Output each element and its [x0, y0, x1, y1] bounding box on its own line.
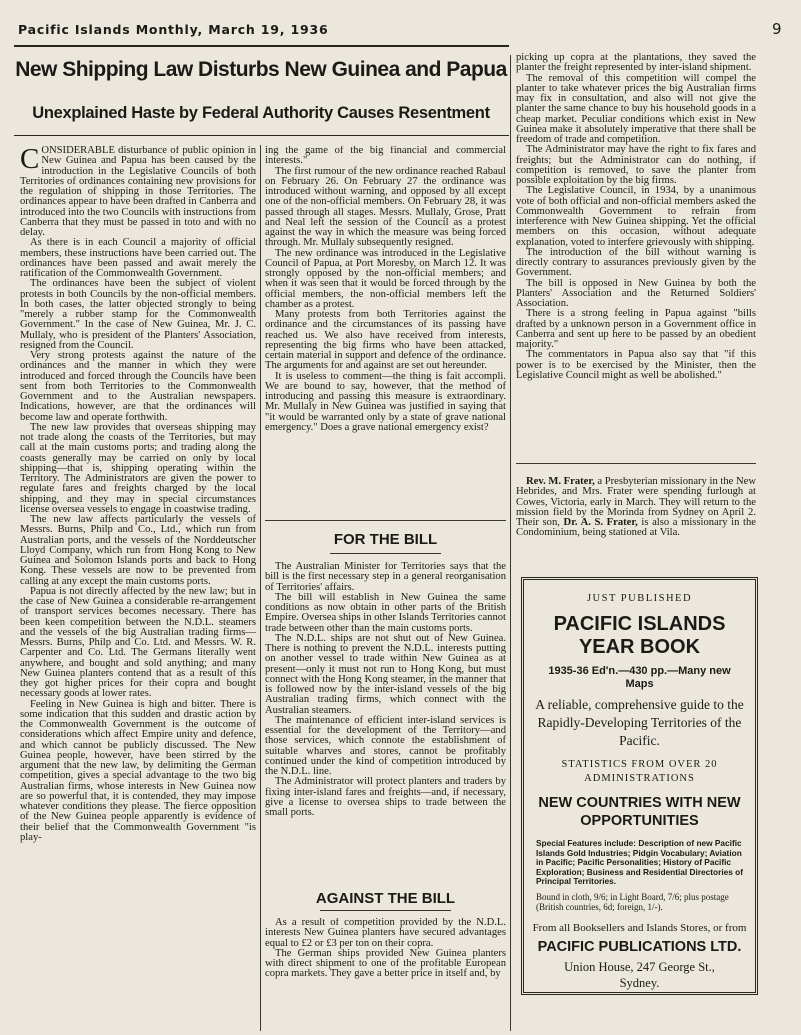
paragraph: The new ordinance was introduced in the Legislative Council of Papua, at Port Moresby, on March 12. It was strongly opposed by the non-official members; and when it was seen that it would be forced through by the official members, the non-official members left the chamber as a protest.: [265, 247, 506, 310]
paragraph: The bill will establish in New Guinea the same conditions as now obtain in other parts of the British Empire. Oversea ships in other Islands Territories cannot trade between other than the main customs ports.: [265, 591, 506, 634]
ad-new-countries: NEW COUNTRIES WITH NEW OPPORTUNITIES: [538, 795, 741, 829]
for-the-bill-section: [265, 562, 506, 885]
paragraph: Papua is not directly affected by the new law; but in the case of New Guinea a considerable re-arrangement of transport services becomes necessary. There has been keen competition between the N.D.L. steamers and the vessels of the big Australian trading firms—Messrs. Burns, Philp and Co. Ltd. and Messrs. W. R. Carpenter and Co. Ltd. The Germans literally went anywhere, and bought and sold anything; and many New Guinea planters contend that as a result of this they got higher prices for their copra and bought necessary goods at lower rates.: [20, 585, 256, 700]
article-column-1: [20, 146, 256, 1030]
ad-title-line: YEAR BOOK: [578, 636, 701, 658]
ad-tagline: A reliable, comprehensive guide to the Rapidly-Developing Territories of the Pacific.: [535, 697, 744, 748]
paragraph: ONSIDERABLE disturbance of public opinion in New Guinea and Papua has been caused by the introduction in the Legislative Councils of both Territories of ordinances containing new provisions for the regulation of shipping in those Territories. The ordinances appear to have been drafted in Canberra and introduced into the two Councils with instructions from Canberra that they must be passed in toto and with no delay.: [20, 146, 256, 238]
personal-note: [516, 477, 756, 562]
article-column-2: [265, 146, 506, 512]
ad-edition-line: Maps: [625, 678, 654, 690]
section-rule: [516, 463, 756, 464]
drop-cap: C: [20, 146, 40, 175]
note-name: Rev. M. Frater,: [526, 477, 595, 487]
ad-address-line: Union House, 247 George St.,: [564, 959, 715, 974]
yearbook-advertisement: [521, 577, 758, 995]
note-name: Dr. A. S. Frater,: [563, 517, 638, 528]
top-rule: [14, 45, 509, 47]
running-head: Pacific Islands Monthly, March 19, 1936: [18, 22, 329, 37]
paragraph: Many protests from both Territories against the ordinance and the circumstances of its passing have reached us. We also have received from interests, representing the big firms who have been attacked, certain material in support and defence of the ordinance. The arguments for and against are set out hereunder.: [265, 309, 506, 372]
paragraph: The ordinances have been the subject of violent protests in both Councils by the non-official members. In both cases, the latter objected strongly to being "merely a rubber stamp for the Commonwealth Government." In the case of New Guinea, Mr. J. C. Mullaly, who is president of the Planters' Association, resigned from the Council.: [20, 278, 256, 351]
section-rule: [265, 520, 506, 521]
paragraph: As a result of competition provided by the N.D.L. interests New Guinea planters have secured advantages equal to £2 or £3 per ton on their copra.: [265, 918, 506, 949]
ad-features: Special Features include: Description of new Pacific Islands Gold Industries; Pidgin Vocabulary; Aviation in Pacific; Pacific Personalities; History of Pacific Exploration; Business and Residential Directories of Principal Territories.: [536, 838, 744, 886]
ad-address-line: Sydney.: [619, 975, 660, 990]
note-text: a Presbyterian missionary in the New Hebrides, and Mrs. Frater were spending furlough at Cowes, Victoria, early in March. They will return to the mission field by the Morinda from Sydney on April 2. Their son,: [516, 477, 756, 528]
paragraph: The bill is opposed in New Guinea by both the Planters' Association and the Returned Soldiers' Association.: [516, 277, 756, 309]
paragraph: The introduction of the bill without warning is directly contrary to assurances previously given by the Government.: [516, 246, 756, 279]
ad-title-line: PACIFIC ISLANDS: [553, 613, 726, 635]
paragraph: The commentators in Papua also say that "if this power is to be exercised by the Minister, then the Legislative Council might as well be abolished.": [516, 349, 756, 381]
article-subheadline: Unexplained Haste by Federal Authority Causes Resentment: [32, 104, 490, 122]
paragraph: The new law affects particularly the vessels of Messrs. Burns, Philp and Co., Ltd., which run from Australian ports, and the vessels of the Norddeutscher Lloyd Company, which run from Hong Kong to New Guinea and Solomon Islands ports and back to Hong Kong. These vessels are now to be prevented from calling at any except the main customs ports.: [20, 514, 256, 587]
paragraph: The Legislative Council, in 1934, by a unanimous vote of both official and non-official members asked the Commonwealth Government to refrain from interference with New Guinea shipping. Yet the official members on this occasion, without adequate explanation, voted to interfere grievously with shipping.: [516, 185, 756, 248]
ad-just-published: JUST PUBLISHED: [586, 593, 693, 604]
paragraph: The maintenance of efficient inter-island services is essential for the development of the Territory—and those services, which connote the establishment of suitable wharves and stores, cannot be profitably continued under the kind of competition introduced by the N.D.L. line.: [265, 714, 506, 777]
column-divider: [510, 55, 511, 1031]
paragraph: It is useless to comment—the thing is fait accompli. We are bound to say, however, that the method of introducing and passing this measure is extraordinary. Mr. Mullaly in New Guinea was justified in saying that "it would be warranted only by a state of grave national emergency." Does a grave national emergency exist?: [265, 370, 506, 433]
paragraph: The Administrator will protect planters and traders by fixing inter-island fares and freights—and, if necessary, give a license to oversea ships to trade between the small ports.: [265, 776, 506, 818]
paragraph: picking up copra at the plantations, they saved the planter the freight represented by inter-island shipment.: [516, 53, 756, 74]
section-rule: [330, 553, 441, 554]
ad-price: Bound in cloth, 9/6; in Light Board, 7/6; plus postage (British countries, 6d; foreign, 1/-).: [536, 891, 729, 912]
headline-rule: [14, 135, 509, 136]
ad-publisher: PACIFIC PUBLICATIONS LTD.: [537, 938, 742, 955]
note-text: is also a missionary in the Condominium, being stationed at Vila.: [516, 517, 756, 539]
for-the-bill-heading: FOR THE BILL: [333, 531, 438, 548]
section-rule: [320, 910, 451, 911]
against-the-bill-section: [265, 918, 506, 1033]
paragraph: The German ships provided New Guinea planters with direct shipment to one of the profitable European copra markets. They gave a better price in itself and, by: [265, 947, 506, 980]
paragraph: The N.D.L. ships are not shut out of New Guinea. There is nothing to prevent the N.D.L. interests putting on another vessel to trade within New Guinea as at present—only it must not run to Hong Kong, but must connect with the Hong Kong steamer, in the manner that is followed now by the inter-island vessels of the big Australian trading firms, which connect with the Australian steamers.: [265, 632, 506, 716]
paragraph: The Australian Minister for Territories says that the bill is the first necessary step in a general reorganisation of Territories' affairs.: [265, 562, 506, 593]
ad-edition-line: 1935-36 Ed'n.—430 pp.—Many new: [548, 665, 731, 677]
against-the-bill-heading: AGAINST THE BILL: [315, 890, 456, 907]
page-number: 9: [772, 20, 782, 38]
ad-title: [524, 613, 755, 659]
paragraph: Very strong protests against the nature of the ordinances and the manner in which they were introduced and forced through the Councils have been sent from both Territories to the Commonwealth Government and to the Australian newspapers. Indications, however, are that the ordinances will become law and operate forthwith.: [20, 350, 256, 423]
paragraph: Feeling in New Guinea is high and bitter. There is some indication that this sudden and drastic action by the Commonwealth Government is the outcome of considerations which affect Empire unity and defence, and which cannot be publicly discussed. The New Guinea people, however, have been stirred by the argument that the new law, by delimiting the German competition, gives a special advantage to the two big Australian firms, whose interests in New Guinea now are so powerful that, it is contended, they may impose whatever conditions they please. The fierce opposition of the New Guinea people apparently is evidence of their belief that the Commonwealth Government "is play-: [20, 698, 256, 843]
article-column-3: [516, 53, 756, 455]
ad-availability: From all Booksellers and Islands Stores, or from: [532, 921, 747, 934]
paragraph: As there is in each Council a majority of official members, these instructions have been carried out. The ordinances have been passed and await merely the ratification of the Commonwealth Government.: [20, 237, 256, 279]
paragraph: The removal of this competition will compel the planter to take whatever prices the big Australian firms may fix in consultation, and also will not give the planter the same chance to buy his household goods in a cheap market. Peculiar conditions which exist in New Guinea make it absolutely imperative that there shall be freedom of trade and competition.: [516, 72, 756, 145]
article-headline: New Shipping Law Disturbs New Guinea and Papua: [15, 58, 507, 81]
paragraph: The first rumour of the new ordinance reached Rabaul on February 26. On February 27 the ordinance was introduced without warning, and opposed by all except one of the non-official members. On February 28, it was passed through all stages. Messrs. Mullaly, Grose, Pratt and Neal left the session of the Council as a protest against the way in which the measure was being forced through. Mr. Mullaly subsequently resigned.: [265, 165, 506, 249]
paragraph: ing the game of the big financial and commercial interests.": [265, 146, 506, 167]
paragraph: There is a strong feeling in Papua against "bills drafted by a unknown person in a Government office in Canberra and sent up here to be passed by an obedient majority.": [516, 308, 756, 350]
column-divider: [260, 145, 261, 1031]
ad-statistics: STATISTICS FROM OVER 20 ADMINISTRATIONS: [561, 759, 718, 784]
paragraph: The new law provides that overseas shipping may not trade along the coasts of the Territories, but may call at the main customs ports; and trading along the coasts generally may be carried on only by local shipping—that is, shipping operating within the Territory. The Administrators are given the power to regulate fares and freights charged by the local shipping, and they may in special circumstances license oversea vessels to engage in coastwise trading.: [20, 421, 256, 515]
ad-address: [524, 959, 755, 991]
paragraph: The Administrator may have the right to fix fares and freights; but the Administrator can do nothing, if competition is removed, to save the planter from possible exploitation by the big firms.: [516, 144, 756, 186]
ad-edition: [524, 665, 755, 691]
